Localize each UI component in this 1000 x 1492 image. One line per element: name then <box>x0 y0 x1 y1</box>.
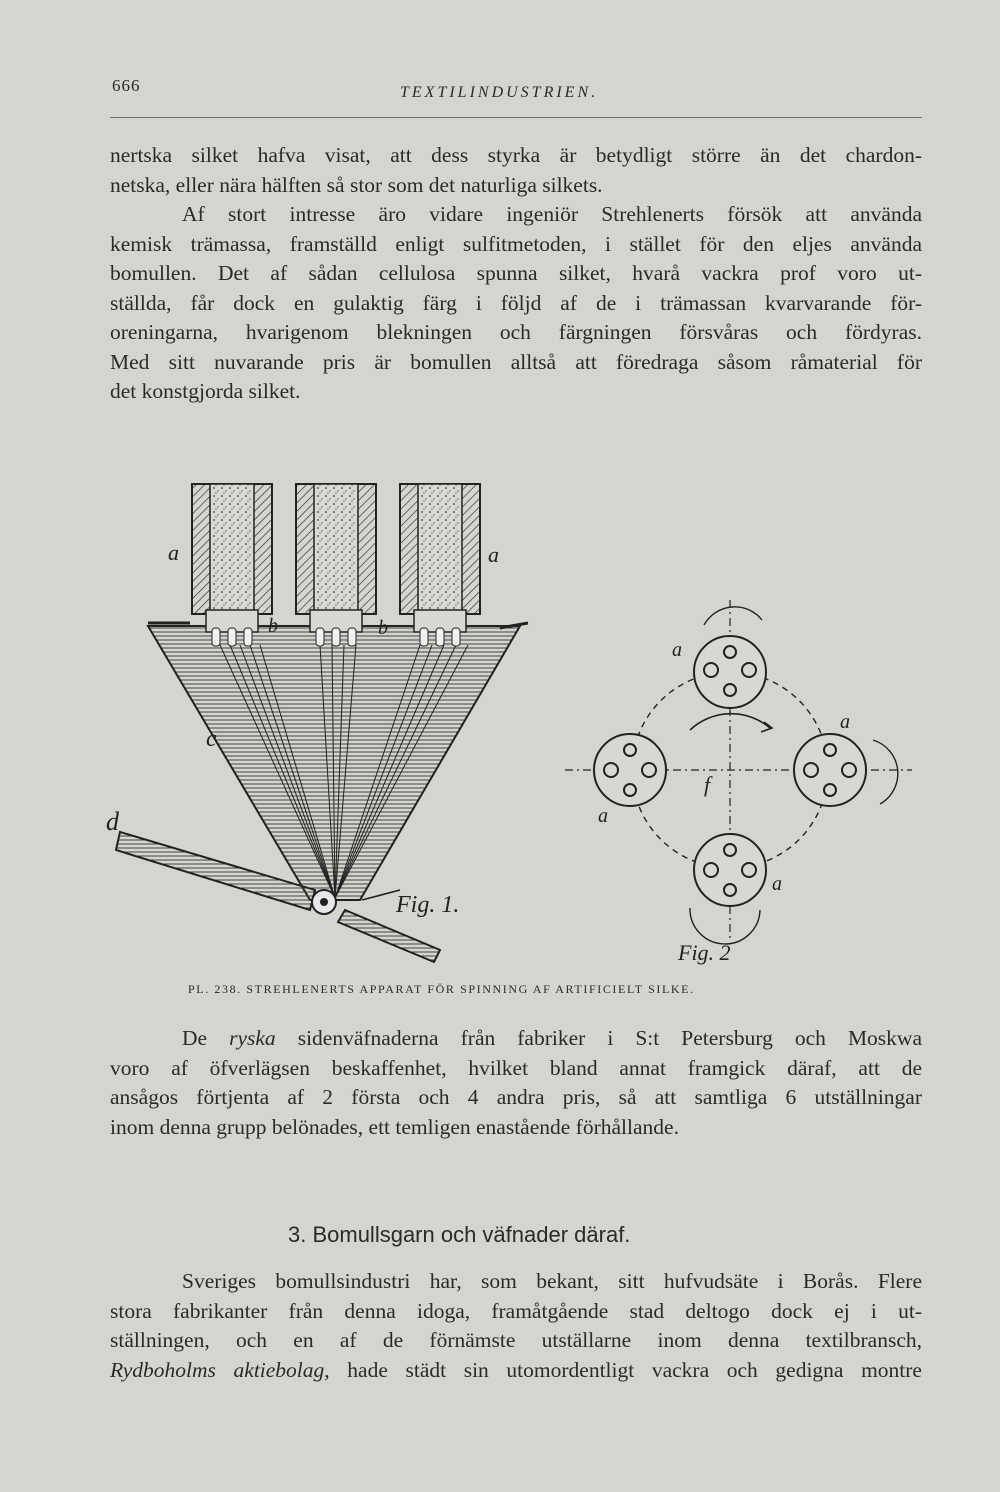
text-line: ställningen, och en af de förnämste utställarne inom denna textilbransch, <box>110 1328 922 1352</box>
fig2-spinneret <box>694 834 766 906</box>
label-c: c <box>206 726 217 752</box>
italic-term: ryska <box>229 1026 276 1050</box>
text-line: netska, eller nära hälften så stor som det naturliga silkets. <box>110 172 603 197</box>
fig1-cylinder <box>296 484 376 646</box>
label-b: b <box>268 615 278 637</box>
text-line: det konstgjorda silket. <box>110 379 301 403</box>
running-title: TEXTILINDUSTRIEN. <box>400 84 599 101</box>
fig1-outlet-pipe <box>116 832 440 962</box>
text-line: nertska silket hafva visat, att dess styrka är betydligt större än det chardon- <box>110 143 922 167</box>
text-line: Sveriges bomullsindustri har, som bekant, sitt hufvudsäte i Borås. Flere <box>182 1269 922 1293</box>
fig1-cylinder <box>400 484 480 646</box>
text-line: stora fabrikanter från denna idoga, framåtgående stad deltogo dock ej i ut- <box>110 1298 922 1323</box>
fig2-title: Fig. 2 <box>678 940 731 965</box>
paragraph-1 <box>110 141 922 407</box>
paragraph-2 <box>110 1024 922 1142</box>
label-a: a <box>488 542 499 567</box>
text-line: bomullen. Det af sådan cellulosa spunna silket, hvarå vackra prof voro ut- <box>110 261 922 285</box>
italic-term: Rydboholms aktiebolag <box>110 1357 325 1382</box>
label-a: a <box>168 540 179 565</box>
paragraph-3 <box>110 1267 922 1385</box>
section-heading: 3. Bomullsgarn och väfnader däraf. <box>288 1222 631 1247</box>
text-line <box>110 1024 922 1054</box>
label-a: a <box>772 873 782 895</box>
fig2-spinneret <box>794 734 866 806</box>
text-line: ställda, får dock en gulaktig färg i följd af de i trämassan kvarvarande för- <box>110 290 922 315</box>
text-line: Af stort intresse äro vidare ingeniör Strehlenerts försök att använda <box>182 202 922 226</box>
text-line: inom denna grupp belönades, ett temligen enastående förhållande. <box>110 1114 679 1139</box>
fig1-title: Fig. 1. <box>396 892 460 918</box>
label-f: f <box>704 772 711 797</box>
label-a: a <box>672 639 682 661</box>
text-line: voro af öfverlägsen beskaffenhet, hvilket bland annat framgick däraf, att de <box>110 1055 922 1080</box>
page-number: 666 <box>112 76 141 95</box>
label-a: a <box>598 805 608 827</box>
label-a: a <box>840 711 850 733</box>
text-span: sidenväfnaderna från fabriker i S:t Petersburg och Moskwa <box>275 1026 922 1050</box>
apparatus-figure <box>100 470 920 970</box>
fig1-cylinder <box>192 484 272 646</box>
text-span: , hade städt sin utomordentligt vackra och gedigna montre <box>324 1357 922 1382</box>
label-b: b <box>378 617 388 639</box>
text-line <box>110 1356 922 1386</box>
figure-caption: PL. 238. STREHLENERTS APPARAT FÖR SPINNING AF ARTIFICIELT SILKE. <box>188 982 695 996</box>
label-d: d <box>106 807 119 836</box>
text-line: ansågos förtjenta af 2 första och 4 andra pris, så att samtliga 6 utställningar <box>110 1085 922 1109</box>
fig2-spinneret <box>694 636 766 708</box>
text-line: kemisk trämassa, framställd enligt sulfitmetoden, i stället för den eljes använda <box>110 231 922 256</box>
fig2-spinneret <box>594 734 666 806</box>
text-line: Med sitt nuvarande pris är bomullen alltså att föredraga såsom råmaterial för <box>110 349 922 374</box>
text-line: oreningarna, hvarigenom blekningen och färgningen försvåras och fördyras. <box>110 320 922 344</box>
text-span: De <box>182 1026 230 1050</box>
header-rule <box>110 117 922 118</box>
